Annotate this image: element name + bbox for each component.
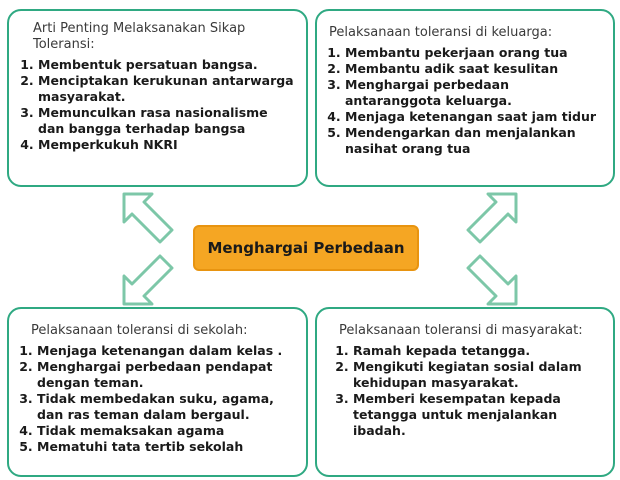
item-list	[21, 57, 296, 153]
box-tolerance-in-family	[315, 9, 615, 187]
list-item: 2. Membantu adik saat kesulitan	[345, 61, 603, 77]
list-item: 3. Memunculkan rasa nasionalisme dan bangga terhadap bangsa	[38, 105, 296, 137]
box-tolerance-at-school	[7, 307, 308, 477]
list-item: 4. Tidak memaksakan agama	[37, 423, 296, 439]
list-item: 3. Menghargai perbedaan antaranggota keluarga.	[345, 77, 603, 109]
list-item: 2. Menghargai perbedaan pendapat dengan teman.	[37, 359, 296, 391]
item-list	[21, 343, 296, 455]
center-topic-label: Menghargai Perbedaan	[207, 239, 405, 257]
box-title: Arti Penting Melaksanakan Sikap Toleransi:	[33, 21, 246, 52]
box-tolerance-in-society	[315, 307, 615, 477]
arrow-down-right-icon	[460, 248, 520, 308]
box-title: Pelaksanaan toleransi di masyarakat:	[339, 323, 583, 338]
item-list	[329, 343, 603, 439]
list-item: 1. Membantu pekerjaan orang tua	[345, 45, 603, 61]
arrow-up-left-icon	[120, 190, 180, 250]
list-item: 1. Membentuk persatuan bangsa.	[38, 57, 296, 73]
center-topic-box	[193, 225, 419, 271]
box-title: Pelaksanaan toleransi di keluarga:	[329, 25, 553, 40]
list-item: 4. Memperkukuh NKRI	[38, 137, 296, 153]
list-item: 4. Menjaga ketenangan saat jam tidur	[345, 109, 603, 125]
list-item: 1. Menjaga ketenangan dalam kelas .	[37, 343, 296, 359]
arrow-up-right-icon	[460, 190, 520, 250]
box-title: Pelaksanaan toleransi di sekolah:	[31, 323, 248, 338]
list-item: 2. Menciptakan kerukunan antarwarga masyarakat.	[38, 73, 296, 105]
list-item: 5. Mendengarkan dan menjalankan nasihat orang tua	[345, 125, 603, 157]
list-item: 1. Ramah kepada tetangga.	[353, 343, 603, 359]
list-item: 3. Memberi kesempatan kepada tetangga untuk menjalankan ibadah.	[353, 391, 603, 439]
box-importance-of-tolerance	[7, 9, 308, 187]
item-list	[329, 45, 603, 157]
arrow-down-left-icon	[120, 248, 180, 308]
list-item: 5. Mematuhi tata tertib sekolah	[37, 439, 296, 455]
list-item: 3. Tidak membedakan suku, agama, dan ras teman dalam bergaul.	[37, 391, 296, 423]
list-item: 2. Mengikuti kegiatan sosial dalam kehidupan masyarakat.	[353, 359, 603, 391]
